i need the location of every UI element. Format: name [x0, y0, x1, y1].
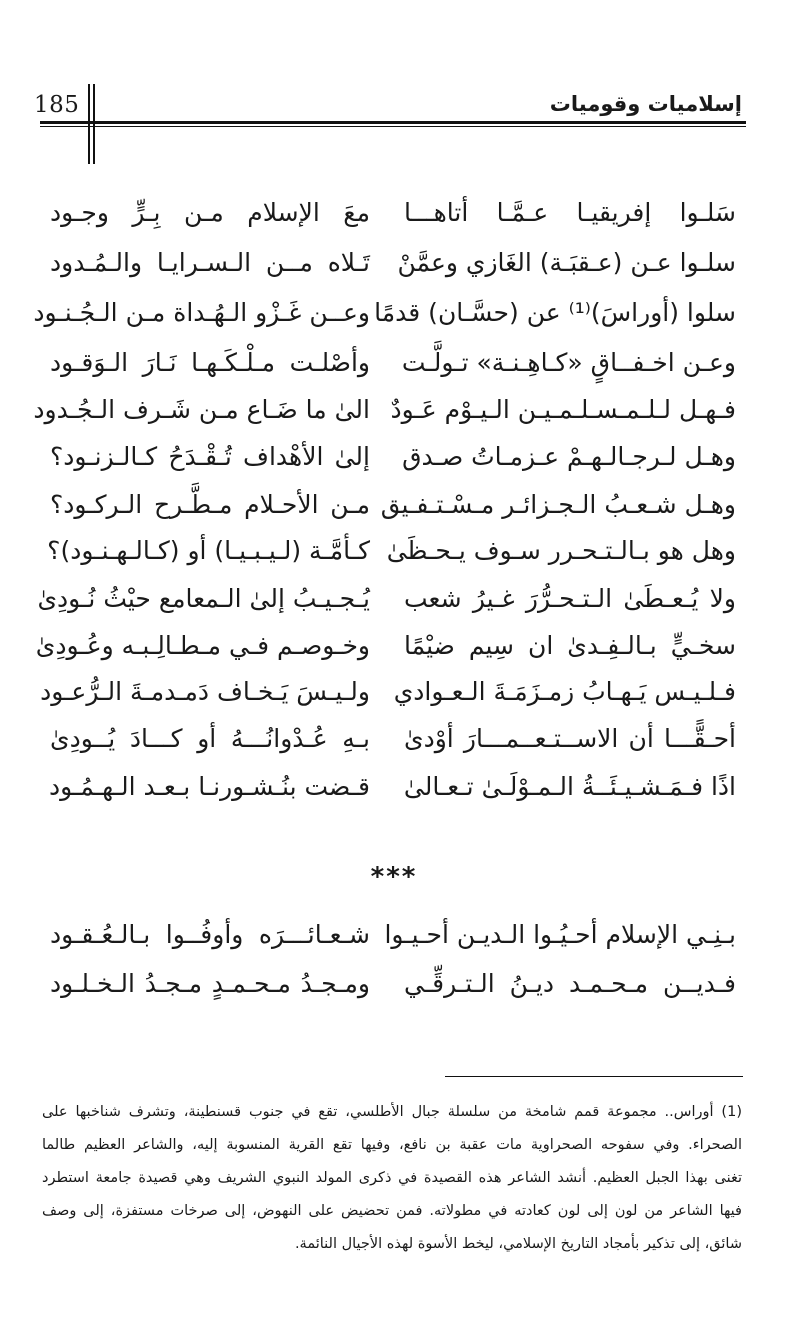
footnote-line: الصحراء. وفي سفوحه الصحراوية مات عقبة بن نافع، وفيها تقع القرية المنسوبة إليه، والشاعر العظيم طالما [42, 1137, 742, 1153]
verse-first-hemistich: وهـل شـعـبُ الـجـزائـر مـسْـتـفـيق [380, 490, 736, 519]
verse-first-hemistich: أحـقًّـــا أن الاســتـعــمـــارَ أوْدىٰ [404, 724, 736, 753]
verse-second-hemistich: وعــن غَـزْو الـهُـداة مـن الـجُـنـود [33, 298, 370, 327]
verse-second-hemistich: شـعـائـــرَه وأوفُــوا بـالـعُـقـود [50, 920, 370, 949]
verse-first-hemistich: وهل هو بـالـتـحـرر سـوف يـحـظَىٰ [386, 536, 736, 565]
running-title: إسلاميات وقوميات [549, 92, 742, 116]
verse [0, 482, 788, 528]
verse-first-hemistich: سلوا (أوراسَ)⁽¹⁾ عن (حسَّـان) قدمًا [374, 298, 736, 327]
verse-first-hemistich: فـلـيـس يَـهـابُ زمـزَمَـةَ الـعـوادي [393, 677, 736, 706]
footnote-line: فيها الشاعر من لون إلى لون كعادته في مطولاته. فمن تحضيض على النهوض، إلى صرخات مستفزة، إلى وصف [42, 1203, 742, 1219]
verse-second-hemistich: بـهِ عُـدْوانُـــهُ أو كـــادَ يُــودِىٰ [50, 724, 370, 753]
verse [0, 190, 788, 236]
verse [0, 961, 788, 1007]
verse-second-hemistich: تَـلاه مــن الـسـرايـا والـمُـدود [50, 248, 370, 277]
verse [0, 716, 788, 762]
footnote-rule [445, 1076, 743, 1077]
footnote-line: شائق، إلى تذكير بأمجاد التاريخ الإسلامي، ليخط الأسوة لهذه الأجيال النائمة. [294, 1236, 742, 1252]
verse [0, 340, 788, 386]
verse-second-hemistich: كـأمَّـة (لـيـبـيـا) أو (كـالـهـنـود)؟ [47, 536, 370, 565]
verse [0, 576, 788, 622]
verse-first-hemistich: فـديــن مـحـمـد ديـنُ الـتـرقِّـي [404, 969, 736, 998]
verse-first-hemistich: اذًا فـمَـشـيـئَــةُ الـمـوْلَـىٰ تـعـالىٰ [403, 772, 736, 801]
verse-second-hemistich: قـضت بنُـشـورنـا بـعـد الـهـمُـود [48, 772, 370, 801]
verse [0, 528, 788, 574]
header-rule [40, 121, 746, 124]
verse-second-hemistich: مـن الأحـلام مـطَّـرح الـركـود؟ [50, 490, 370, 519]
header-vertical-rule [93, 84, 95, 164]
footnote-line: تغنى بهذا الجبل العظيم. أنشد الشاعر هذه القصيدة في ذكرى المولد النبوي الشريف وهي قصيدة جامعة استطرد [42, 1170, 742, 1186]
verse [0, 387, 788, 433]
page-header [0, 0, 788, 140]
verse-first-hemistich: ولا يُـعـطَىٰ الـتـحـرُّرَ غـيرُ شعب [404, 584, 736, 613]
footnote [42, 1096, 742, 1261]
verse-second-hemistich: إلىٰ الأهْداف تُـقْـدَحُ كـالـزنـود؟ [50, 442, 370, 471]
verse-first-hemistich: بـنِـي الإسلام أحـيُـوا الـديـن أحـيـوا [384, 920, 736, 949]
verse-second-hemistich: يُـجـيـبُ إلىٰ الـمعامع حيْثُ نُـودِىٰ [37, 584, 370, 613]
verse-first-hemistich: وعـن اخـفــاقٍ «كـاهِـنـة» تـولَّـت [401, 348, 736, 377]
verse-first-hemistich: سخـيٍّ بـالـفِـدىٰ ان سِيم ضيْمًا [404, 631, 736, 660]
verse-second-hemistich: الىٰ ما ضَـاع مـن شَـرف الـجُـدود [33, 395, 370, 424]
verse [0, 240, 788, 286]
header-vertical-rule [88, 84, 90, 164]
verse [0, 290, 788, 336]
verse [0, 434, 788, 480]
verse [0, 623, 788, 669]
verse-first-hemistich: فـهـل لـلـمـسـلـمـيـن الـيـوْم عَـودٌ [390, 395, 736, 424]
verse-second-hemistich: وخـوصـم فـي مـطـالِـبـه وعُـودِىٰ [35, 631, 370, 660]
footnote-line: (1) أوراس.. مجموعة قمم شامخة من سلسلة جبال الأطلسي، تقع في جنوب قسنطينة، وتشرف شناخبها على [42, 1104, 742, 1120]
verse-second-hemistich: معَ الإسلام مـن بِـرٍّ وجـود [50, 198, 370, 227]
verse [0, 912, 788, 958]
page-number: 185 [34, 92, 80, 118]
verse-first-hemistich: سلـوا عـن (عـقبَـة) الغَازي وعمَّنْ [397, 248, 736, 277]
verse-second-hemistich: وأصْلـت مـلْـكَـهـا نَـارَ الـوَقـود [50, 348, 370, 377]
section-separator: *** [370, 862, 418, 892]
verse-first-hemistich: سَلـوا إفريقيـا عـمَّـا أتاهـــا [404, 198, 736, 227]
header-rule-thin [40, 126, 746, 127]
verse [0, 764, 788, 810]
verse-second-hemistich: ومـجـدُ مـحـمـدٍ مـجـدُ الـخـلـود [50, 969, 370, 998]
verse [0, 669, 788, 715]
verse-first-hemistich: وهـل لـرجـالـهـمْ عـزمـاتُ صـدق [402, 442, 736, 471]
verse-second-hemistich: ولـيـسَ يَـخـاف دَمـدمـةَ الـرُّعـود [40, 677, 370, 706]
